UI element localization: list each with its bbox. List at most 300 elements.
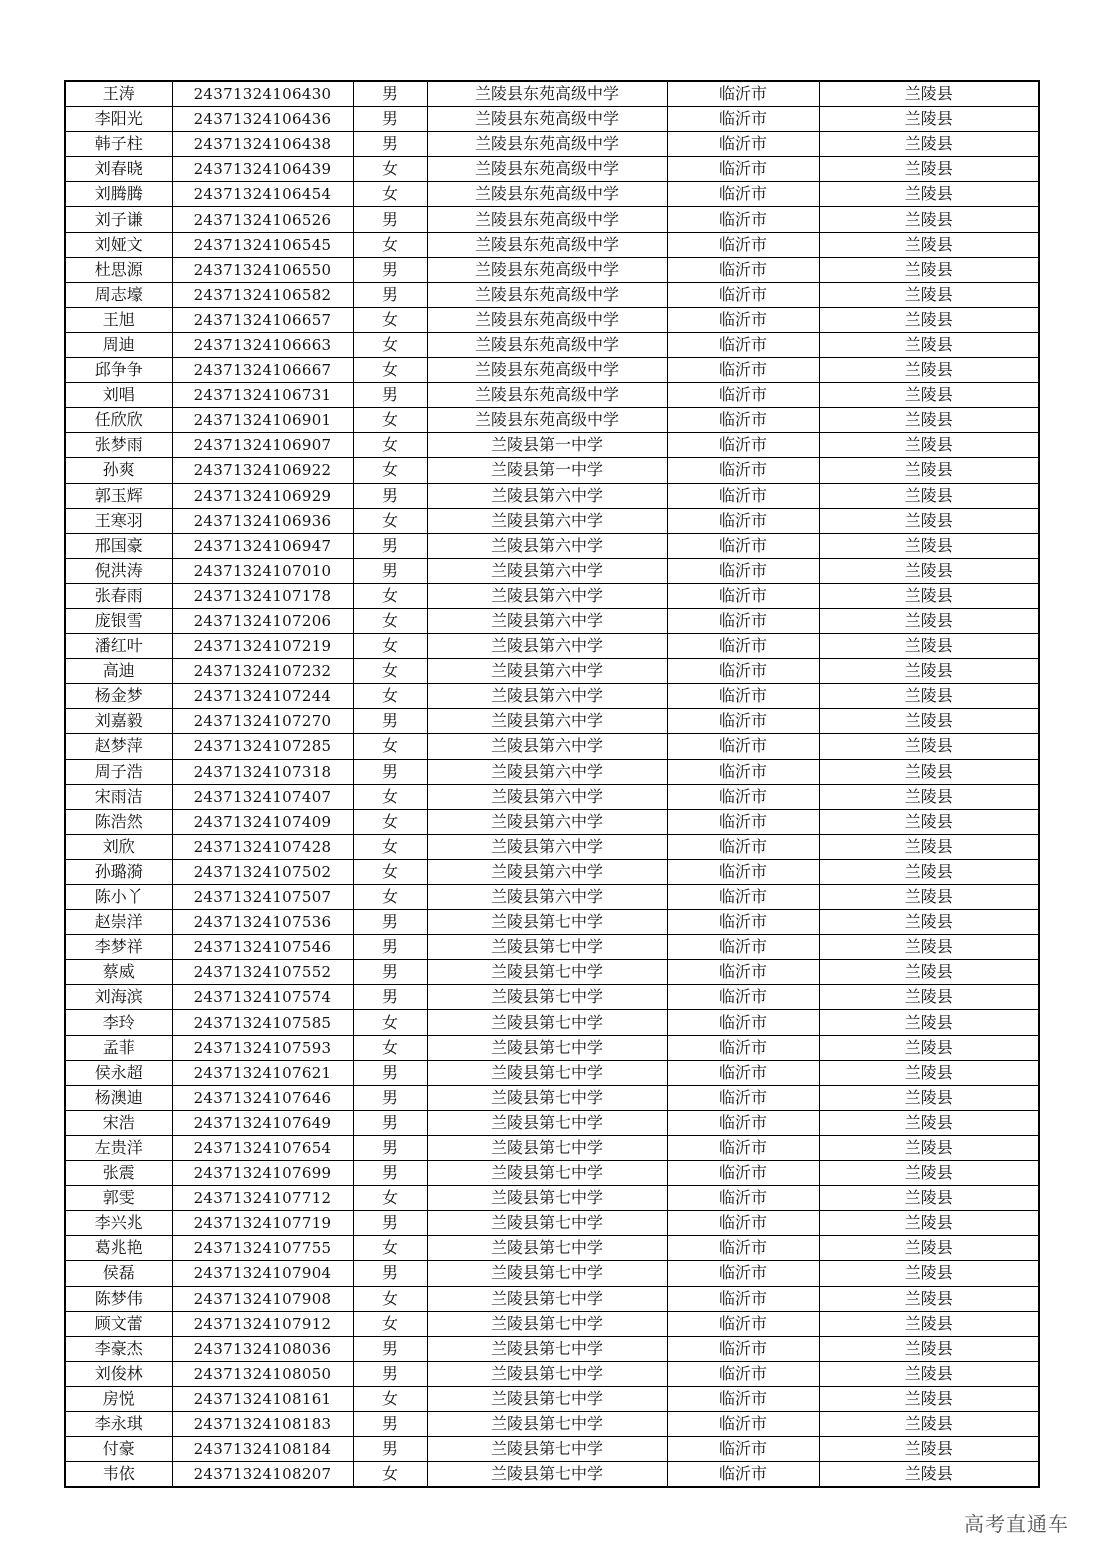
county-cell: 兰陵县 <box>819 383 1039 408</box>
gender-cell: 女 <box>353 684 427 709</box>
gender-cell: 男 <box>353 132 427 157</box>
table-row <box>65 784 1039 809</box>
gender-cell: 女 <box>353 157 427 182</box>
school-cell: 兰陵县东苑高级中学 <box>427 232 667 257</box>
table-row <box>65 307 1039 332</box>
city-cell: 临沂市 <box>667 1085 819 1110</box>
school-cell: 兰陵县第六中学 <box>427 834 667 859</box>
school-cell: 兰陵县第七中学 <box>427 935 667 960</box>
exam-id-cell: 24371324106907 <box>172 433 353 458</box>
gender-cell: 男 <box>353 1211 427 1236</box>
exam-id-cell: 24371324107552 <box>172 960 353 985</box>
exam-id-cell: 24371324107574 <box>172 985 353 1010</box>
gender-cell: 女 <box>353 1186 427 1211</box>
school-cell: 兰陵县第七中学 <box>427 1060 667 1085</box>
city-cell: 临沂市 <box>667 1135 819 1160</box>
county-cell: 兰陵县 <box>819 583 1039 608</box>
county-cell: 兰陵县 <box>819 1286 1039 1311</box>
table-row <box>65 960 1039 985</box>
exam-id-cell: 24371324107654 <box>172 1135 353 1160</box>
student-name-cell: 蔡威 <box>65 960 172 985</box>
county-cell: 兰陵县 <box>819 985 1039 1010</box>
gender-cell: 男 <box>353 383 427 408</box>
table-row <box>65 1386 1039 1411</box>
school-cell: 兰陵县东苑高级中学 <box>427 257 667 282</box>
school-cell: 兰陵县第七中学 <box>427 1010 667 1035</box>
student-name-cell: 刘春晓 <box>65 157 172 182</box>
table-row <box>65 157 1039 182</box>
city-cell: 临沂市 <box>667 1211 819 1236</box>
county-cell: 兰陵县 <box>819 910 1039 935</box>
school-cell: 兰陵县第一中学 <box>427 433 667 458</box>
exam-id-cell: 24371324107546 <box>172 935 353 960</box>
exam-id-cell: 24371324108050 <box>172 1361 353 1386</box>
exam-id-cell: 24371324106922 <box>172 458 353 483</box>
school-cell: 兰陵县第六中学 <box>427 634 667 659</box>
student-name-cell: 陈浩然 <box>65 809 172 834</box>
county-cell: 兰陵县 <box>819 1236 1039 1261</box>
city-cell: 临沂市 <box>667 282 819 307</box>
city-cell: 临沂市 <box>667 508 819 533</box>
gender-cell: 女 <box>353 659 427 684</box>
county-cell: 兰陵县 <box>819 1060 1039 1085</box>
exam-id-cell: 24371324107908 <box>172 1286 353 1311</box>
student-name-cell: 李兴兆 <box>65 1211 172 1236</box>
county-cell: 兰陵县 <box>819 1386 1039 1411</box>
city-cell: 临沂市 <box>667 759 819 784</box>
exam-id-cell: 24371324108207 <box>172 1462 353 1488</box>
table-row <box>65 1261 1039 1286</box>
exam-id-cell: 24371324106439 <box>172 157 353 182</box>
school-cell: 兰陵县第七中学 <box>427 910 667 935</box>
exam-id-cell: 24371324106526 <box>172 207 353 232</box>
exam-id-cell: 24371324107507 <box>172 885 353 910</box>
city-cell: 临沂市 <box>667 834 819 859</box>
gender-cell: 女 <box>353 358 427 383</box>
exam-id-cell: 24371324106929 <box>172 483 353 508</box>
student-name-cell: 顾文蕾 <box>65 1311 172 1336</box>
exam-id-cell: 24371324107904 <box>172 1261 353 1286</box>
county-cell: 兰陵县 <box>819 1211 1039 1236</box>
table-row <box>65 282 1039 307</box>
exam-id-cell: 24371324107219 <box>172 634 353 659</box>
exam-id-cell: 24371324107206 <box>172 608 353 633</box>
exam-id-cell: 24371324108183 <box>172 1411 353 1436</box>
table-row <box>65 1085 1039 1110</box>
gender-cell: 女 <box>353 1386 427 1411</box>
gender-cell: 女 <box>353 1236 427 1261</box>
table-row <box>65 809 1039 834</box>
exam-id-cell: 24371324107536 <box>172 910 353 935</box>
table-row <box>65 759 1039 784</box>
gender-cell: 男 <box>353 483 427 508</box>
city-cell: 临沂市 <box>667 1236 819 1261</box>
city-cell: 临沂市 <box>667 1186 819 1211</box>
school-cell: 兰陵县第七中学 <box>427 1361 667 1386</box>
school-cell: 兰陵县第六中学 <box>427 483 667 508</box>
county-cell: 兰陵县 <box>819 533 1039 558</box>
student-name-cell: 李梦祥 <box>65 935 172 960</box>
exam-id-cell: 24371324106545 <box>172 232 353 257</box>
city-cell: 临沂市 <box>667 885 819 910</box>
school-cell: 兰陵县东苑高级中学 <box>427 207 667 232</box>
exam-id-cell: 24371324106454 <box>172 182 353 207</box>
gender-cell: 男 <box>353 1411 427 1436</box>
county-cell: 兰陵县 <box>819 709 1039 734</box>
city-cell: 临沂市 <box>667 483 819 508</box>
exam-id-cell: 24371324107755 <box>172 1236 353 1261</box>
table-row <box>65 935 1039 960</box>
exam-id-cell: 24371324106901 <box>172 408 353 433</box>
city-cell: 临沂市 <box>667 1010 819 1035</box>
exam-id-cell: 24371324106947 <box>172 533 353 558</box>
city-cell: 临沂市 <box>667 307 819 332</box>
table-row <box>65 709 1039 734</box>
city-cell: 临沂市 <box>667 784 819 809</box>
table-row <box>65 182 1039 207</box>
student-name-cell: 周子浩 <box>65 759 172 784</box>
school-cell: 兰陵县东苑高级中学 <box>427 358 667 383</box>
student-name-cell: 周迪 <box>65 332 172 357</box>
county-cell: 兰陵县 <box>819 307 1039 332</box>
county-cell: 兰陵县 <box>819 1311 1039 1336</box>
county-cell: 兰陵县 <box>819 1261 1039 1286</box>
table-row <box>65 859 1039 884</box>
table-row <box>65 1311 1039 1336</box>
city-cell: 临沂市 <box>667 1311 819 1336</box>
table-row <box>65 1010 1039 1035</box>
gender-cell: 女 <box>353 608 427 633</box>
gender-cell: 男 <box>353 1060 427 1085</box>
county-cell: 兰陵县 <box>819 1186 1039 1211</box>
city-cell: 临沂市 <box>667 960 819 985</box>
table-row <box>65 408 1039 433</box>
city-cell: 临沂市 <box>667 734 819 759</box>
student-name-cell: 刘唱 <box>65 383 172 408</box>
table-row <box>65 885 1039 910</box>
gender-cell: 男 <box>353 1085 427 1110</box>
student-name-cell: 杨澳迪 <box>65 1085 172 1110</box>
school-cell: 兰陵县东苑高级中学 <box>427 132 667 157</box>
gender-cell: 女 <box>353 583 427 608</box>
student-name-cell: 房悦 <box>65 1386 172 1411</box>
school-cell: 兰陵县第七中学 <box>427 1411 667 1436</box>
city-cell: 临沂市 <box>667 157 819 182</box>
county-cell: 兰陵县 <box>819 257 1039 282</box>
gender-cell: 女 <box>353 332 427 357</box>
table-row <box>65 483 1039 508</box>
student-name-cell: 李玲 <box>65 1010 172 1035</box>
exam-id-cell: 24371324107646 <box>172 1085 353 1110</box>
table-row <box>65 1411 1039 1436</box>
gender-cell: 男 <box>353 960 427 985</box>
gender-cell: 女 <box>353 859 427 884</box>
table-row <box>65 257 1039 282</box>
county-cell: 兰陵县 <box>819 1135 1039 1160</box>
county-cell: 兰陵县 <box>819 809 1039 834</box>
school-cell: 兰陵县第七中学 <box>427 1035 667 1060</box>
exam-id-cell: 24371324107428 <box>172 834 353 859</box>
city-cell: 临沂市 <box>667 1462 819 1488</box>
table-row <box>65 659 1039 684</box>
city-cell: 临沂市 <box>667 1286 819 1311</box>
city-cell: 临沂市 <box>667 332 819 357</box>
school-cell: 兰陵县东苑高级中学 <box>427 182 667 207</box>
gender-cell: 女 <box>353 885 427 910</box>
city-cell: 临沂市 <box>667 1361 819 1386</box>
gender-cell: 女 <box>353 307 427 332</box>
exam-id-cell: 24371324106657 <box>172 307 353 332</box>
student-name-cell: 周志壕 <box>65 282 172 307</box>
student-name-cell: 陈小丫 <box>65 885 172 910</box>
school-cell: 兰陵县第七中学 <box>427 1135 667 1160</box>
exam-id-cell: 24371324107712 <box>172 1186 353 1211</box>
student-name-cell: 高迪 <box>65 659 172 684</box>
table-row <box>65 508 1039 533</box>
county-cell: 兰陵县 <box>819 659 1039 684</box>
county-cell: 兰陵县 <box>819 1462 1039 1488</box>
gender-cell: 男 <box>353 1161 427 1186</box>
city-cell: 临沂市 <box>667 935 819 960</box>
table-row <box>65 1236 1039 1261</box>
county-cell: 兰陵县 <box>819 734 1039 759</box>
table-row <box>65 1135 1039 1160</box>
exam-id-cell: 24371324107178 <box>172 583 353 608</box>
student-name-cell: 王涛 <box>65 81 172 107</box>
school-cell: 兰陵县第七中学 <box>427 1211 667 1236</box>
county-cell: 兰陵县 <box>819 935 1039 960</box>
school-cell: 兰陵县第七中学 <box>427 1236 667 1261</box>
student-name-cell: 赵梦萍 <box>65 734 172 759</box>
student-name-cell: 刘海滨 <box>65 985 172 1010</box>
watermark-text: 高考直通车 <box>964 1512 1069 1536</box>
exam-id-cell: 24371324107010 <box>172 558 353 583</box>
school-cell: 兰陵县第六中学 <box>427 558 667 583</box>
county-cell: 兰陵县 <box>819 282 1039 307</box>
city-cell: 临沂市 <box>667 107 819 132</box>
city-cell: 临沂市 <box>667 458 819 483</box>
student-name-cell: 邢国豪 <box>65 533 172 558</box>
county-cell: 兰陵县 <box>819 634 1039 659</box>
county-cell: 兰陵县 <box>819 1085 1039 1110</box>
school-cell: 兰陵县第六中学 <box>427 709 667 734</box>
school-cell: 兰陵县第六中学 <box>427 759 667 784</box>
exam-id-cell: 24371324107285 <box>172 734 353 759</box>
city-cell: 临沂市 <box>667 1386 819 1411</box>
school-cell: 兰陵县第七中学 <box>427 1261 667 1286</box>
county-cell: 兰陵县 <box>819 1010 1039 1035</box>
exam-id-cell: 24371324107699 <box>172 1161 353 1186</box>
gender-cell: 女 <box>353 1462 427 1488</box>
student-name-cell: 潘红叶 <box>65 634 172 659</box>
school-cell: 兰陵县第七中学 <box>427 1186 667 1211</box>
county-cell: 兰陵县 <box>819 408 1039 433</box>
city-cell: 临沂市 <box>667 207 819 232</box>
school-cell: 兰陵县第六中学 <box>427 859 667 884</box>
county-cell: 兰陵县 <box>819 508 1039 533</box>
student-name-cell: 庞银雪 <box>65 608 172 633</box>
school-cell: 兰陵县第七中学 <box>427 1161 667 1186</box>
gender-cell: 男 <box>353 533 427 558</box>
table-row <box>65 1161 1039 1186</box>
city-cell: 临沂市 <box>667 408 819 433</box>
gender-cell: 女 <box>353 458 427 483</box>
exam-id-cell: 24371324107244 <box>172 684 353 709</box>
student-name-cell: 刘欣 <box>65 834 172 859</box>
exam-id-cell: 24371324107621 <box>172 1060 353 1085</box>
exam-id-cell: 24371324106430 <box>172 81 353 107</box>
city-cell: 临沂市 <box>667 985 819 1010</box>
table-row <box>65 1286 1039 1311</box>
gender-cell: 男 <box>353 935 427 960</box>
table-row <box>65 583 1039 608</box>
school-cell: 兰陵县第七中学 <box>427 1085 667 1110</box>
gender-cell: 男 <box>353 985 427 1010</box>
exam-id-cell: 24371324107407 <box>172 784 353 809</box>
gender-cell: 女 <box>353 232 427 257</box>
table-row <box>65 910 1039 935</box>
table-row <box>65 207 1039 232</box>
city-cell: 临沂市 <box>667 1110 819 1135</box>
school-cell: 兰陵县第七中学 <box>427 1386 667 1411</box>
table-row <box>65 1035 1039 1060</box>
student-name-cell: 宋浩 <box>65 1110 172 1135</box>
table-row <box>65 1336 1039 1361</box>
student-name-cell: 赵崇洋 <box>65 910 172 935</box>
student-name-cell: 李阳光 <box>65 107 172 132</box>
exam-id-cell: 24371324107409 <box>172 809 353 834</box>
school-cell: 兰陵县第六中学 <box>427 734 667 759</box>
exam-id-cell: 24371324108161 <box>172 1386 353 1411</box>
table-row <box>65 132 1039 157</box>
county-cell: 兰陵县 <box>819 859 1039 884</box>
county-cell: 兰陵县 <box>819 232 1039 257</box>
student-name-cell: 韦依 <box>65 1462 172 1488</box>
student-name-cell: 孙爽 <box>65 458 172 483</box>
student-name-cell: 郭玉辉 <box>65 483 172 508</box>
city-cell: 临沂市 <box>667 659 819 684</box>
city-cell: 临沂市 <box>667 1411 819 1436</box>
county-cell: 兰陵县 <box>819 1411 1039 1436</box>
student-name-cell: 邱争争 <box>65 358 172 383</box>
table-row <box>65 985 1039 1010</box>
student-name-cell: 张梦雨 <box>65 433 172 458</box>
student-name-cell: 刘子谦 <box>65 207 172 232</box>
school-cell: 兰陵县第六中学 <box>427 809 667 834</box>
city-cell: 临沂市 <box>667 81 819 107</box>
table-row <box>65 383 1039 408</box>
gender-cell: 男 <box>353 282 427 307</box>
student-name-cell: 付豪 <box>65 1437 172 1462</box>
gender-cell: 女 <box>353 784 427 809</box>
student-name-cell: 李永琪 <box>65 1411 172 1436</box>
roster-table <box>64 80 1040 1488</box>
table-row <box>65 81 1039 107</box>
student-name-cell: 王寒羽 <box>65 508 172 533</box>
county-cell: 兰陵县 <box>819 885 1039 910</box>
city-cell: 临沂市 <box>667 383 819 408</box>
gender-cell: 男 <box>353 558 427 583</box>
table-row <box>65 834 1039 859</box>
county-cell: 兰陵县 <box>819 759 1039 784</box>
student-name-cell: 孙璐漪 <box>65 859 172 884</box>
city-cell: 临沂市 <box>667 1437 819 1462</box>
student-name-cell: 刘俊林 <box>65 1361 172 1386</box>
gender-cell: 男 <box>353 81 427 107</box>
gender-cell: 女 <box>353 408 427 433</box>
school-cell: 兰陵县第七中学 <box>427 1286 667 1311</box>
table-row <box>65 332 1039 357</box>
student-name-cell: 任欣欣 <box>65 408 172 433</box>
school-cell: 兰陵县第七中学 <box>427 960 667 985</box>
student-name-cell: 张震 <box>65 1161 172 1186</box>
gender-cell: 男 <box>353 1135 427 1160</box>
school-cell: 兰陵县东苑高级中学 <box>427 282 667 307</box>
exam-id-cell: 24371324106582 <box>172 282 353 307</box>
student-name-cell: 左贵洋 <box>65 1135 172 1160</box>
city-cell: 临沂市 <box>667 1060 819 1085</box>
gender-cell: 男 <box>353 910 427 935</box>
gender-cell: 男 <box>353 207 427 232</box>
county-cell: 兰陵县 <box>819 107 1039 132</box>
city-cell: 临沂市 <box>667 182 819 207</box>
city-cell: 临沂市 <box>667 533 819 558</box>
student-name-cell: 刘腾腾 <box>65 182 172 207</box>
student-name-cell: 杜思源 <box>65 257 172 282</box>
student-name-cell: 陈梦伟 <box>65 1286 172 1311</box>
city-cell: 临沂市 <box>667 709 819 734</box>
county-cell: 兰陵县 <box>819 332 1039 357</box>
table-row <box>65 1186 1039 1211</box>
exam-id-cell: 24371324107318 <box>172 759 353 784</box>
school-cell: 兰陵县东苑高级中学 <box>427 307 667 332</box>
county-cell: 兰陵县 <box>819 81 1039 107</box>
exam-id-cell: 24371324106663 <box>172 332 353 357</box>
school-cell: 兰陵县第六中学 <box>427 885 667 910</box>
school-cell: 兰陵县第七中学 <box>427 1462 667 1488</box>
county-cell: 兰陵县 <box>819 784 1039 809</box>
school-cell: 兰陵县东苑高级中学 <box>427 332 667 357</box>
school-cell: 兰陵县第七中学 <box>427 1110 667 1135</box>
city-cell: 临沂市 <box>667 634 819 659</box>
exam-id-cell: 24371324106438 <box>172 132 353 157</box>
student-name-cell: 刘嘉毅 <box>65 709 172 734</box>
gender-cell: 女 <box>353 182 427 207</box>
table-row <box>65 1211 1039 1236</box>
table-row <box>65 533 1039 558</box>
gender-cell: 男 <box>353 709 427 734</box>
school-cell: 兰陵县东苑高级中学 <box>427 408 667 433</box>
student-name-cell: 王旭 <box>65 307 172 332</box>
city-cell: 临沂市 <box>667 1035 819 1060</box>
school-cell: 兰陵县第六中学 <box>427 784 667 809</box>
county-cell: 兰陵县 <box>819 157 1039 182</box>
city-cell: 临沂市 <box>667 608 819 633</box>
exam-id-cell: 24371324106731 <box>172 383 353 408</box>
gender-cell: 男 <box>353 1336 427 1361</box>
gender-cell: 女 <box>353 1286 427 1311</box>
gender-cell: 男 <box>353 257 427 282</box>
county-cell: 兰陵县 <box>819 1035 1039 1060</box>
county-cell: 兰陵县 <box>819 558 1039 583</box>
exam-id-cell: 24371324107649 <box>172 1110 353 1135</box>
gender-cell: 女 <box>353 1010 427 1035</box>
exam-id-cell: 24371324107593 <box>172 1035 353 1060</box>
student-name-cell: 杨金梦 <box>65 684 172 709</box>
student-name-cell: 李豪杰 <box>65 1336 172 1361</box>
school-cell: 兰陵县东苑高级中学 <box>427 383 667 408</box>
county-cell: 兰陵县 <box>819 483 1039 508</box>
